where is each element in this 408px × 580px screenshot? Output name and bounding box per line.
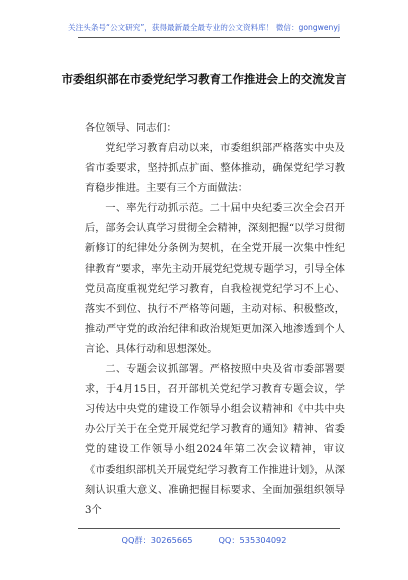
footer-qq: QQ：535304092 xyxy=(218,535,287,545)
paragraph-section-2: 二、专题会议抓部署。严格按照中央及省市委部署要求，于4月15日，召开部机关党纪学习教育专题会议，学习传达中央党的建设工作领导小组会议精神和《中共中央办公厅关于在全党开展党纪学习教育的通知》精神、省委党的建设工作领导小组2024年第二次会议精神，审议《市委组织部机关开展党纪学习教育工作推进计划》，从深刻认识重大意义、准确把握目标要求、全面加强组织领导3个 xyxy=(85,364,345,516)
header-divider xyxy=(78,37,340,38)
document-title: 市委组织部在市委党纪学习教育工作推进会上的交流发言 xyxy=(61,72,347,86)
header-banner: 关注头条号“公文研究”，获得最新最全最专业的公文资料库！ 微信：gongwenyj xyxy=(68,23,340,32)
paragraph-section-1: 一、率先行动抓示范。二十届中央纪委三次全会召开后，部务会认真学习贯彻全会精神，深刻把握“以学习贯彻新修订的纪律处分条例为契机，在全党开展一次集中性纪律教育”要求，率先主动开展党纪党规专题学习，引导全体党员高度重视党纪学习教育，自我检视党纪学习不上心、落实不到位、执行不严格等问题，主动对标、积极整改，推动严守党的政治纪律和政治规矩更加深入地渗透到个人言论、具体行动和思想深处。 xyxy=(85,203,345,355)
footer-divider xyxy=(78,528,340,529)
salutation: 各位领导、同志们： xyxy=(85,123,177,134)
paragraph-intro: 党纪学习教育启动以来，市委组织部严格落实中央及省市委要求，坚持抓点扩面、整体推动，确保党纪学习教育稳步推进。主要有三个方面做法： xyxy=(85,143,345,195)
footer-contact xyxy=(0,535,408,546)
footer-qq-group: QQ群：30265665 xyxy=(121,535,193,545)
document-body xyxy=(85,139,345,521)
